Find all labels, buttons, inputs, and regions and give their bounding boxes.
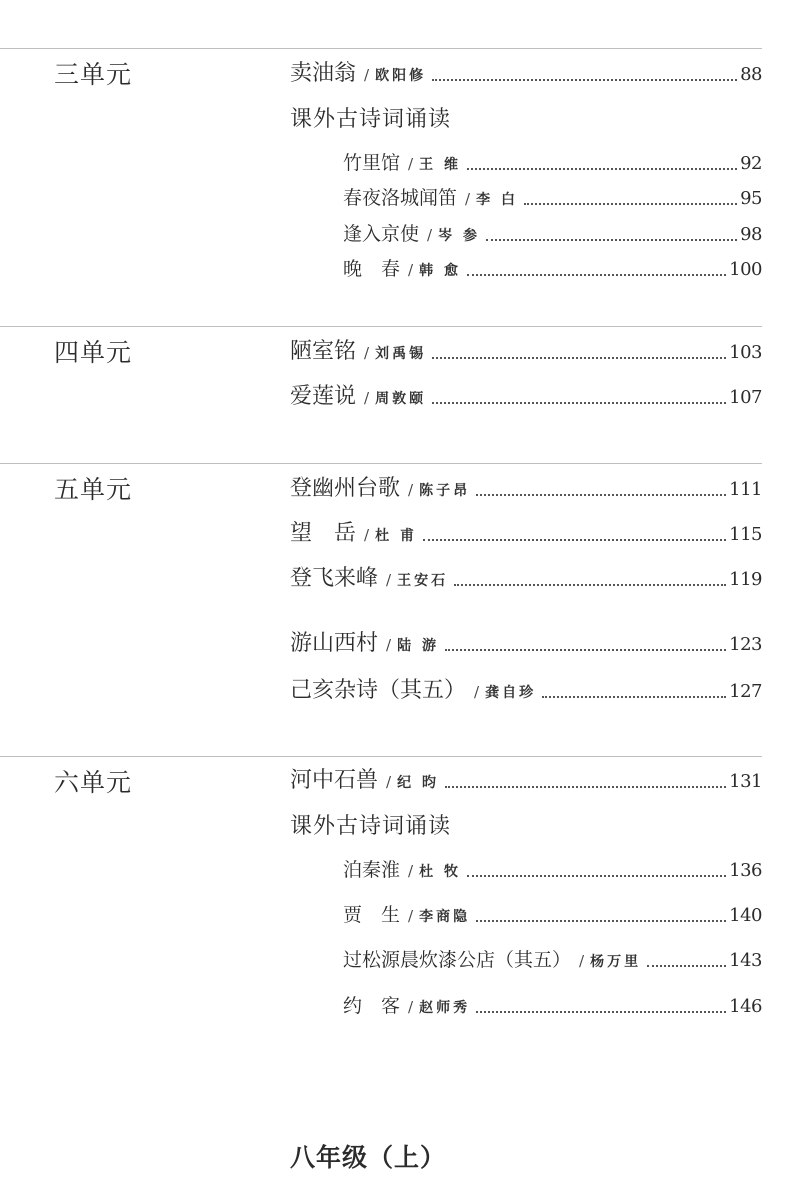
entry-page: 95 [740,188,762,209]
entry-title: 游山西村 [290,631,379,656]
entry-author: 杜 牧 [419,864,461,880]
entry-page: 103 [729,342,762,363]
leader-dots [476,493,726,496]
entry-title: 陋室铭 [290,339,357,364]
leader-dots [432,401,726,404]
entry-separator: / [408,155,414,173]
unit-heading: 三单元 [54,60,133,89]
toc-entry[interactable] [290,520,762,550]
section-divider [0,463,762,464]
entry-separator: / [474,683,480,701]
unit-heading: 四单元 [54,338,133,367]
entry-separator: / [427,226,433,244]
entry-author: 杨万里 [590,954,642,970]
leader-dots [445,648,726,651]
entry-page: 140 [729,905,762,926]
entry-page: 143 [729,950,762,971]
entry-title: 登幽州台歌 [290,476,401,501]
unit-heading: 六单元 [54,768,133,797]
entry-separator: / [364,526,370,544]
entry-separator: / [386,571,392,589]
entry-author: 赵师秀 [419,1000,471,1016]
entry-page: 123 [729,634,762,655]
entry-separator: / [386,773,392,791]
entry-author: 刘禹锡 [375,346,427,362]
entry-page: 88 [740,64,762,85]
entry-author: 王安石 [397,573,449,589]
leader-dots [467,874,726,877]
section-label: 课外古诗词诵读 [290,814,452,839]
entry-title: 爱莲说 [290,384,357,409]
toc-entry[interactable] [343,184,762,214]
entry-author: 陆 游 [397,638,439,654]
toc-entry[interactable] [290,677,762,707]
section-divider [0,756,762,757]
entry-title: 晚 春 [343,258,401,280]
unit-heading: 五单元 [54,475,133,504]
leader-dots [542,695,726,698]
entry-title: 约 客 [343,995,401,1017]
entry-title: 卖油翁 [290,61,357,86]
entry-author: 岑 参 [438,228,480,244]
leader-dots [432,78,737,81]
toc-entry[interactable] [290,565,762,595]
entry-author: 韩 愈 [419,263,461,279]
entry-author: 周敦颐 [375,391,427,407]
toc-entry[interactable] [290,475,762,505]
entry-separator: / [364,66,370,84]
entry-page: 107 [729,387,762,408]
toc-entry[interactable] [290,60,762,90]
entry-title: 竹里馆 [343,152,401,174]
entry-title: 逢入京使 [343,223,420,245]
entry-title: 贾 生 [343,904,401,926]
toc-entry[interactable] [343,255,762,285]
leader-dots [454,583,726,586]
entry-separator: / [465,190,471,208]
entry-title: 望 岳 [290,521,357,546]
entry-author: 杜 甫 [375,528,417,544]
entry-page: 127 [729,681,762,702]
entry-separator: / [408,261,414,279]
entry-separator: / [364,389,370,407]
entry-separator: / [408,862,414,880]
section-divider [0,326,762,327]
entry-author: 纪 昀 [397,775,439,791]
toc-entry[interactable] [343,220,762,250]
entry-title: 己亥杂诗（其五） [290,678,467,703]
toc-entry[interactable] [290,383,762,413]
leader-dots [432,356,726,359]
entry-page: 115 [729,524,762,545]
entry-author: 陈子昂 [419,483,471,499]
entry-separator: / [579,952,585,970]
leader-dots [467,273,726,276]
toc-entry[interactable] [290,630,762,660]
entry-page: 100 [729,259,762,280]
entry-separator: / [408,998,414,1016]
entry-title: 泊秦淮 [343,859,401,881]
leader-dots [467,167,737,170]
section-divider [0,48,762,49]
entry-title: 过松源晨炊漆公店（其五） [343,949,572,971]
entry-author: 龚自珍 [485,685,537,701]
leader-dots [476,1010,726,1013]
entry-page: 136 [729,860,762,881]
entry-author: 李 白 [476,192,518,208]
entry-page: 98 [740,224,762,245]
entry-title: 登飞来峰 [290,566,379,591]
entry-page: 131 [729,771,762,792]
toc-entry[interactable] [343,946,762,976]
entry-separator: / [386,636,392,654]
section-label: 课外古诗词诵读 [290,107,452,132]
leader-dots [445,785,726,788]
leader-dots [476,919,726,922]
toc-entry[interactable] [343,149,762,179]
entry-page: 92 [740,153,762,174]
leader-dots [486,238,737,241]
entry-page: 111 [729,479,762,500]
entry-separator: / [364,344,370,362]
grade-heading: 八年级（上） [290,1143,447,1172]
toc-entry[interactable] [343,901,762,931]
entry-author: 王 维 [419,157,461,173]
entry-separator: / [408,481,414,499]
entry-page: 119 [729,569,762,590]
toc-entry[interactable] [343,856,762,886]
entry-title: 春夜洛城闻笛 [343,187,458,209]
leader-dots [423,538,726,541]
toc-entry[interactable] [290,767,762,797]
entry-author: 李商隐 [419,909,471,925]
leader-dots [524,202,737,205]
entry-title: 河中石兽 [290,768,379,793]
toc-entry[interactable] [343,992,762,1022]
leader-dots [647,964,726,967]
toc-entry[interactable] [290,338,762,368]
entry-page: 146 [729,996,762,1017]
entry-separator: / [408,907,414,925]
entry-author: 欧阳修 [375,68,427,84]
